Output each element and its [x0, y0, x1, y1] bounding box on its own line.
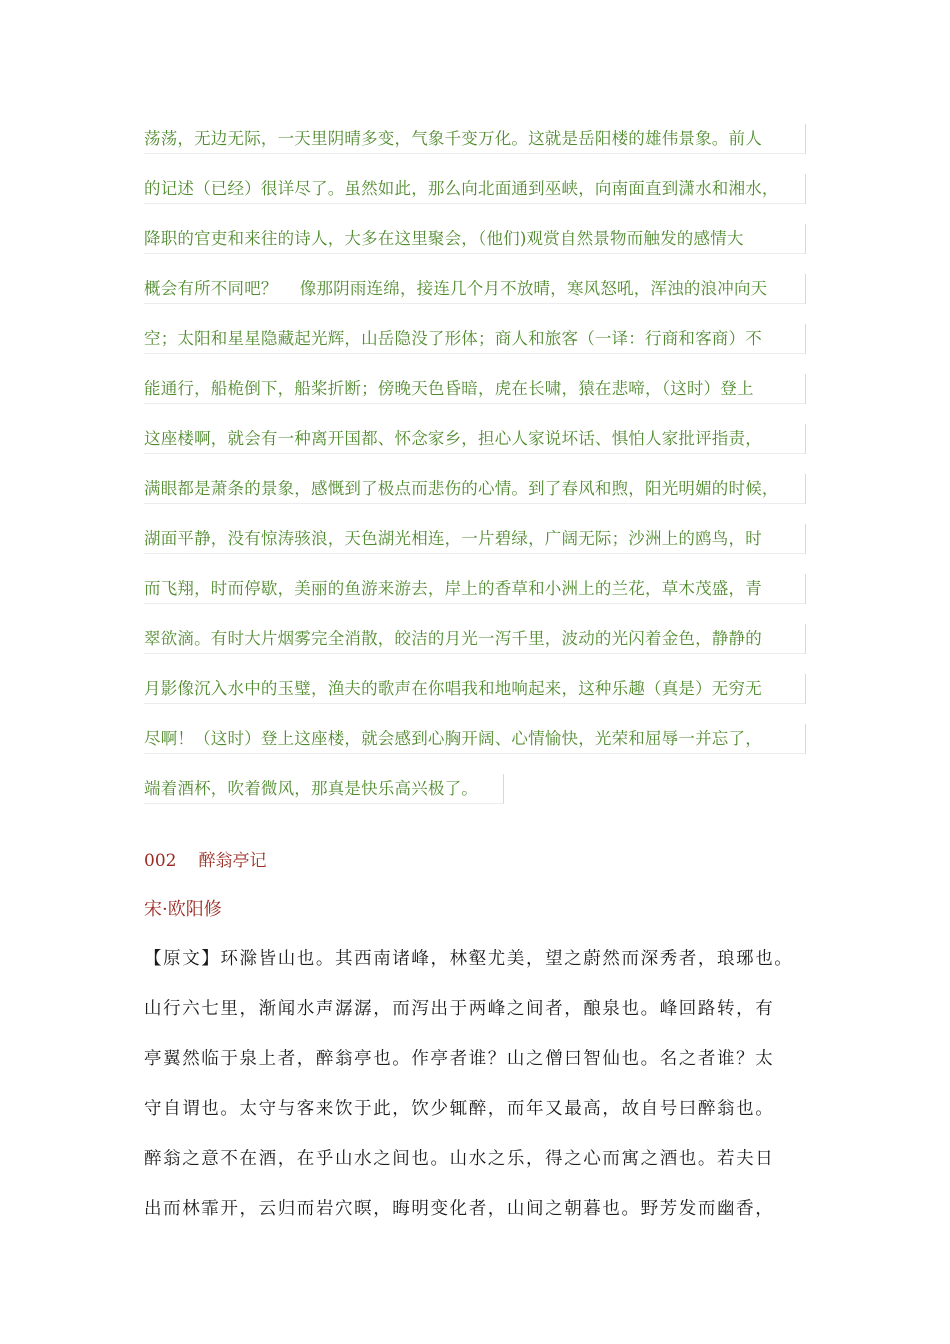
original-text-block: [144, 944, 814, 1244]
section-heading: [144, 846, 266, 871]
translation-line: 翠欲滴。有时大片烟雾完全消散，皎洁的月光一泻千里，波动的光闪着金色，静静的: [144, 624, 806, 654]
section-title: 醉翁亭记: [198, 851, 267, 871]
translation-line: 满眼都是萧条的景象，感慨到了极点而悲伤的心情。到了春风和煦，阳光明媚的时候，: [144, 474, 806, 504]
original-line: 亭翼然临于泉上者，醉翁亭也。作亭者谁？山之僧曰智仙也。名之者谁？太: [144, 1049, 775, 1069]
translation-line: 这座楼啊，就会有一种离开国都、怀念家乡，担心人家说坏话、惧怕人家批评指责，: [144, 424, 806, 454]
translation-line: 能通行，船桅倒下，船桨折断；傍晚天色昏暗，虎在长啸，猿在悲啼，（这时）登上: [144, 374, 806, 404]
translation-line: 而飞翔，时而停歇，美丽的鱼游来游去，岸上的香草和小洲上的兰花，草木茂盛，青: [144, 574, 806, 604]
translation-line: 降职的官吏和来往的诗人，大多在这里聚会，（他们)观赏自然景物而触发的感情大: [144, 224, 806, 254]
translation-line: 的记述（已经）很详尽了。虽然如此，那么向北面通到巫峡，向南面直到潇水和湘水，: [144, 174, 806, 204]
translation-line: 空；太阳和星星隐藏起光辉，山岳隐没了形体；商人和旅客（一译：行商和客商）不: [144, 324, 806, 354]
original-line: 【原文】环滁皆山也。其西南诸峰，林壑尤美，望之蔚然而深秀者，琅琊也。: [144, 949, 794, 969]
translation-line: 荡荡，无边无际，一天里阴晴多变，气象千变万化。这就是岳阳楼的雄伟景象。前人: [144, 124, 806, 154]
translation-line: 概会有所不同吧？ 像那阴雨连绵，接连几个月不放晴，寒风怒吼，浑浊的浪冲向天: [144, 274, 806, 304]
original-line: 醉翁之意不在酒，在乎山水之间也。山水之乐，得之心而寓之酒也。若夫日: [144, 1149, 775, 1169]
translation-line: 尽啊！（这时）登上这座楼，就会感到心胸开阔、心情愉快，光荣和屈辱一并忘了，: [144, 724, 806, 754]
translation-line: 湖面平静，没有惊涛骇浪，天色湖光相连，一片碧绿，广阔无际；沙洲上的鸥鸟，时: [144, 524, 806, 554]
translation-line: 端着酒杯，吹着微风，那真是快乐高兴极了。: [144, 774, 504, 804]
translation-text-block: [144, 124, 806, 824]
translation-line: 月影像沉入水中的玉璧，渔夫的歌声在你唱我和地响起来，这种乐趣（真是）无穷无: [144, 674, 806, 704]
section-number: 002: [144, 851, 177, 871]
original-line: 守自谓也。太守与客来饮于此，饮少辄醉，而年又最高，故自号曰醉翁也。: [144, 1099, 775, 1119]
author-line: 宋·欧阳修: [144, 899, 222, 920]
original-line: 山行六七里，渐闻水声潺潺，而泻出于两峰之间者，酿泉也。峰回路转，有: [144, 999, 775, 1019]
original-line: 出而林霏开，云归而岩穴暝，晦明变化者，山间之朝暮也。野芳发而幽香，: [144, 1199, 775, 1219]
